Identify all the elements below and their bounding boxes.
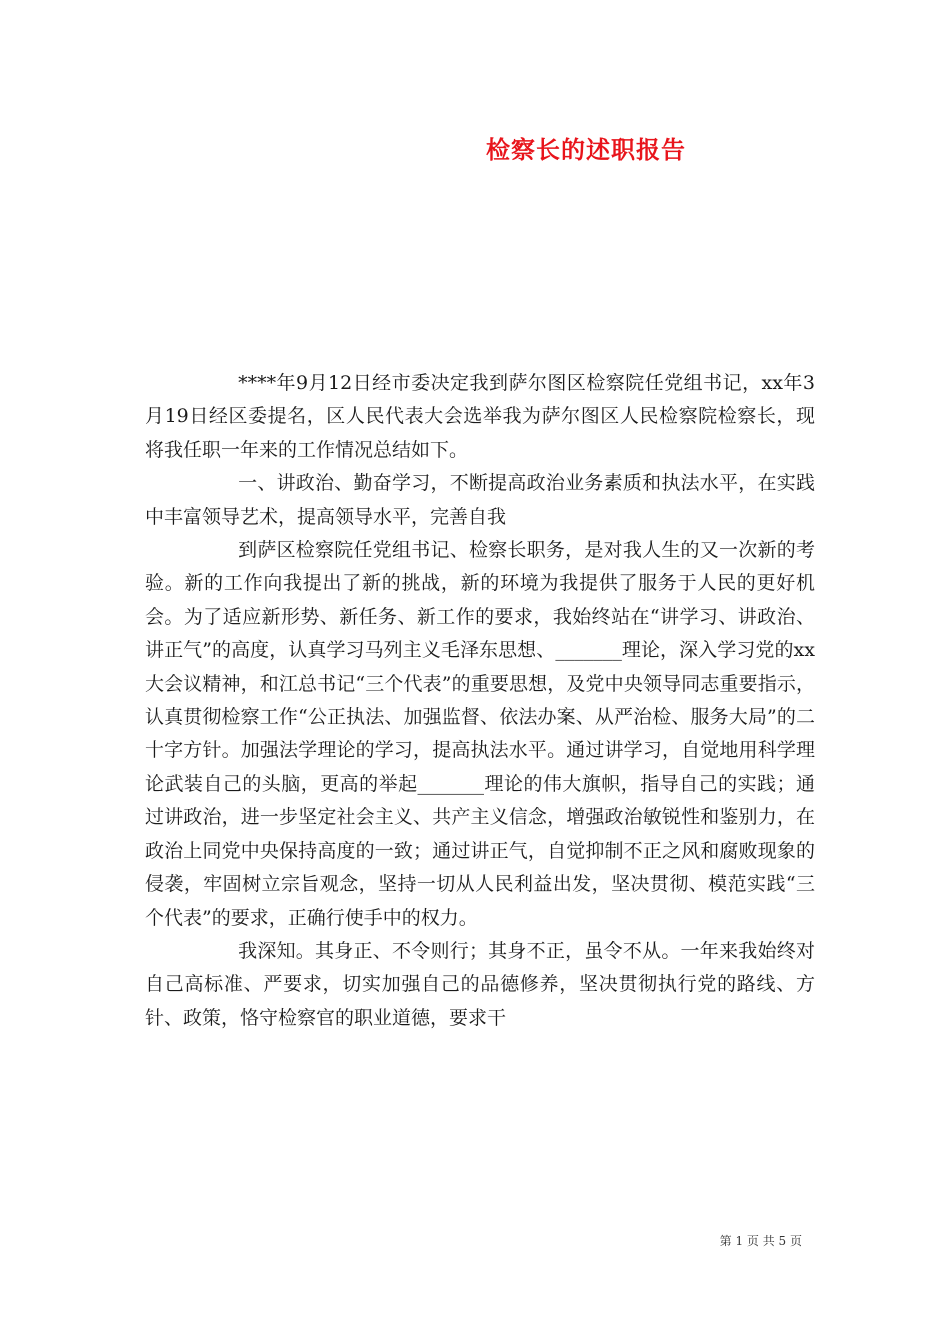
paragraph-intro: ****年9月12日经市委决定我到萨尔图区检察院任党组书记，xx年3月19日经区委提名，区人民代表大会选举我为萨尔图区人民检察院检察长，现将我任职一年来的工作情况总结如下。: [145, 372, 815, 461]
paragraph-section-heading: 一、讲政治、勤奋学习，不断提高政治业务素质和执法水平，在实践中丰富领导艺术，提高领导水平，完善自我: [145, 472, 815, 528]
page-number-footer: 第 1 页 共 5 页: [719, 1234, 802, 1248]
document-title-row: [0, 133, 950, 167]
paragraph-study: 到萨区检察院任党组书记、检察长职务，是对我人生的又一次新的考验。新的工作向我提出了新的挑战，新的环境为我提供了服务于人民的更好机会。为了适应新形势、新任务、新工作的要求，我始终站在“讲学习、讲政治、讲正气”的高度，认真学习马列主义毛泽东思想、_______理论，深入学习党的xx大会议精神，和江总书记“三个代表”的重要思想，及党中央领导同志重要指示，认真贯彻检察工作“公正执法、加强监督、依法办案、从严治检、服务大局”的二十字方针。加强法学理论的学习，提高执法水平。通过讲学习，自觉地用科学理论武装自己的头脑，更高的举起_______理论的伟大旗帜，指导自己的实践；通过讲政治，进一步坚定社会主义、共产主义信念，增强政治敏锐性和鉴别力，在政治上同党中央保持高度的一致；通过讲正气，自觉抑制不正之风和腐败现象的侵袭，牢固树立宗旨观念，坚持一切从人民利益出发，坚决贯彻、模范实践“三个代表”的要求，正确行使手中的权力。: [145, 539, 815, 929]
paragraph-self-discipline: 我深知。其身正、不令则行；其身不正，虽令不从。一年来我始终对自己高标准、严要求，切实加强自己的品德修养，坚决贯彻执行党的路线、方针、政策，恪守检察官的职业道德，要求干: [145, 939, 815, 1029]
document-body: [145, 367, 815, 1035]
document-title: 检察长的述职报告: [486, 135, 686, 164]
